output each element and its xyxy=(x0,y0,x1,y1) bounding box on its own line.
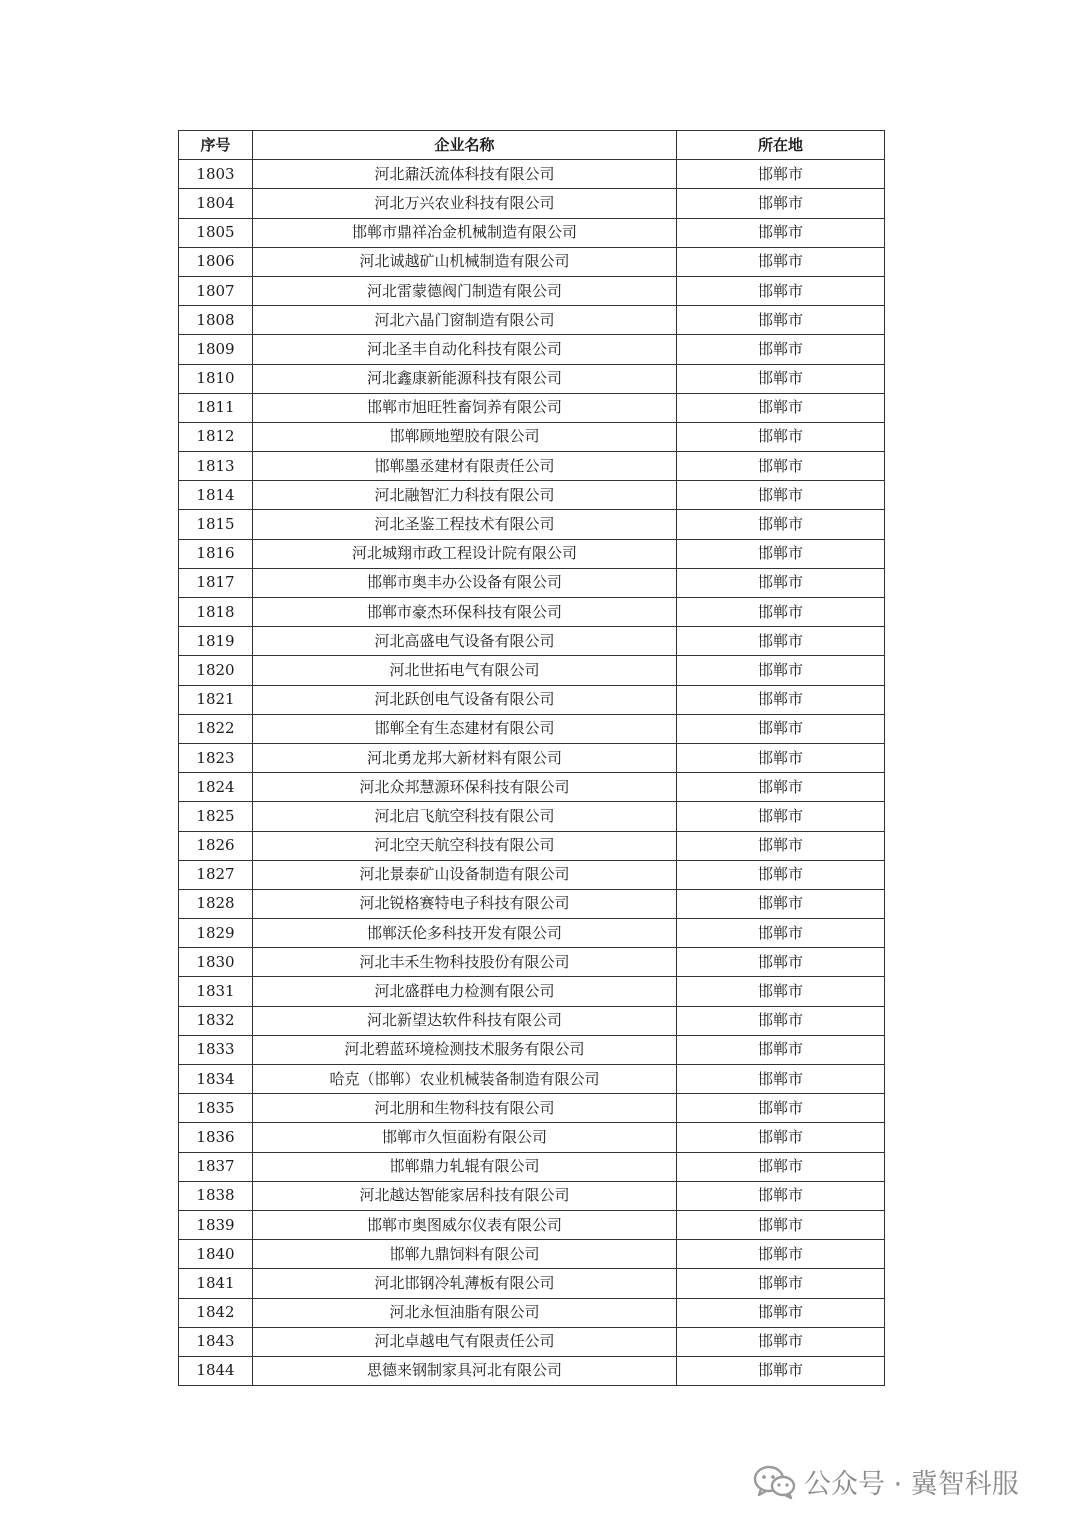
cell-location: 邯郸市 xyxy=(677,452,885,481)
table-header-row xyxy=(179,131,885,160)
cell-location: 邯郸市 xyxy=(677,598,885,627)
cell-location: 邯郸市 xyxy=(677,393,885,422)
header-company-name: 企业名称 xyxy=(253,131,677,160)
table-row xyxy=(179,627,885,656)
enterprise-table xyxy=(178,130,885,1386)
cell-location: 邯郸市 xyxy=(677,1065,885,1094)
table-row xyxy=(179,189,885,218)
cell-company-name: 河北圣鉴工程技术有限公司 xyxy=(253,510,677,539)
table-row xyxy=(179,919,885,948)
enterprise-table-container xyxy=(178,130,885,1386)
table-row xyxy=(179,306,885,335)
cell-company-name: 河北勇龙邦大新材料有限公司 xyxy=(253,743,677,772)
cell-location: 邯郸市 xyxy=(677,276,885,305)
table-row xyxy=(179,1356,885,1385)
table-row xyxy=(179,247,885,276)
cell-company-name: 邯郸市鼎祥冶金机械制造有限公司 xyxy=(253,218,677,247)
cell-location: 邯郸市 xyxy=(677,1269,885,1298)
cell-company-name: 河北六晶门窗制造有限公司 xyxy=(253,306,677,335)
cell-location: 邯郸市 xyxy=(677,422,885,451)
cell-serial-number: 1840 xyxy=(179,1240,253,1269)
table-row xyxy=(179,685,885,714)
table-row xyxy=(179,743,885,772)
cell-serial-number: 1839 xyxy=(179,1210,253,1239)
cell-location: 邯郸市 xyxy=(677,948,885,977)
cell-company-name: 邯郸顾地塑胶有限公司 xyxy=(253,422,677,451)
table-row xyxy=(179,539,885,568)
table-row xyxy=(179,977,885,1006)
cell-serial-number: 1824 xyxy=(179,773,253,802)
cell-location: 邯郸市 xyxy=(677,568,885,597)
cell-company-name: 河北众邦慧源环保科技有限公司 xyxy=(253,773,677,802)
cell-company-name: 邯郸市奥图威尔仪表有限公司 xyxy=(253,1210,677,1239)
watermark-text: 公众号 · 冀智科服 xyxy=(804,1469,1019,1500)
table-row xyxy=(179,335,885,364)
cell-location: 邯郸市 xyxy=(677,1327,885,1356)
cell-serial-number: 1823 xyxy=(179,743,253,772)
cell-serial-number: 1835 xyxy=(179,1094,253,1123)
cell-serial-number: 1815 xyxy=(179,510,253,539)
table-row xyxy=(179,1035,885,1064)
cell-location: 邯郸市 xyxy=(677,160,885,189)
cell-location: 邯郸市 xyxy=(677,627,885,656)
cell-serial-number: 1817 xyxy=(179,568,253,597)
cell-location: 邯郸市 xyxy=(677,1094,885,1123)
cell-company-name: 河北永恒油脂有限公司 xyxy=(253,1298,677,1327)
wechat-icon xyxy=(752,1464,796,1500)
table-row xyxy=(179,510,885,539)
cell-serial-number: 1805 xyxy=(179,218,253,247)
cell-serial-number: 1828 xyxy=(179,889,253,918)
cell-location: 邯郸市 xyxy=(677,1035,885,1064)
cell-company-name: 邯郸沃伦多科技开发有限公司 xyxy=(253,919,677,948)
table-row xyxy=(179,1094,885,1123)
cell-location: 邯郸市 xyxy=(677,539,885,568)
cell-company-name: 河北景泰矿山设备制造有限公司 xyxy=(253,860,677,889)
cell-serial-number: 1819 xyxy=(179,627,253,656)
cell-serial-number: 1838 xyxy=(179,1181,253,1210)
cell-location: 邯郸市 xyxy=(677,364,885,393)
cell-serial-number: 1816 xyxy=(179,539,253,568)
cell-company-name: 邯郸市奥丰办公设备有限公司 xyxy=(253,568,677,597)
cell-location: 邯郸市 xyxy=(677,685,885,714)
cell-serial-number: 1844 xyxy=(179,1356,253,1385)
cell-company-name: 思德来钢制家具河北有限公司 xyxy=(253,1356,677,1385)
cell-company-name: 邯郸鼎力轧辊有限公司 xyxy=(253,1152,677,1181)
table-row xyxy=(179,773,885,802)
table-row xyxy=(179,1181,885,1210)
cell-serial-number: 1820 xyxy=(179,656,253,685)
cell-company-name: 邯郸市久恒面粉有限公司 xyxy=(253,1123,677,1152)
cell-location: 邯郸市 xyxy=(677,802,885,831)
cell-serial-number: 1804 xyxy=(179,189,253,218)
table-row xyxy=(179,1298,885,1327)
cell-location: 邯郸市 xyxy=(677,1181,885,1210)
table-row xyxy=(179,364,885,393)
cell-serial-number: 1841 xyxy=(179,1269,253,1298)
cell-serial-number: 1813 xyxy=(179,452,253,481)
cell-serial-number: 1831 xyxy=(179,977,253,1006)
cell-company-name: 河北卓越电气有限责任公司 xyxy=(253,1327,677,1356)
cell-location: 邯郸市 xyxy=(677,714,885,743)
cell-company-name: 邯郸全有生态建材有限公司 xyxy=(253,714,677,743)
cell-location: 邯郸市 xyxy=(677,860,885,889)
cell-serial-number: 1843 xyxy=(179,1327,253,1356)
cell-company-name: 河北碧蓝环境检测技术服务有限公司 xyxy=(253,1035,677,1064)
cell-location: 邯郸市 xyxy=(677,189,885,218)
cell-location: 邯郸市 xyxy=(677,1298,885,1327)
cell-serial-number: 1825 xyxy=(179,802,253,831)
cell-company-name: 河北融智汇力科技有限公司 xyxy=(253,481,677,510)
cell-company-name: 河北跃创电气设备有限公司 xyxy=(253,685,677,714)
table-row xyxy=(179,1123,885,1152)
cell-company-name: 邯郸墨丞建材有限责任公司 xyxy=(253,452,677,481)
cell-company-name: 河北万兴农业科技有限公司 xyxy=(253,189,677,218)
cell-company-name: 河北锐格赛特电子科技有限公司 xyxy=(253,889,677,918)
cell-serial-number: 1842 xyxy=(179,1298,253,1327)
cell-location: 邯郸市 xyxy=(677,656,885,685)
table-row xyxy=(179,1006,885,1035)
cell-location: 邯郸市 xyxy=(677,218,885,247)
table-row xyxy=(179,1327,885,1356)
cell-company-name: 河北丰禾生物科技股份有限公司 xyxy=(253,948,677,977)
cell-serial-number: 1811 xyxy=(179,393,253,422)
cell-company-name: 河北启飞航空科技有限公司 xyxy=(253,802,677,831)
table-row xyxy=(179,802,885,831)
cell-company-name: 河北鼐沃流体科技有限公司 xyxy=(253,160,677,189)
cell-serial-number: 1829 xyxy=(179,919,253,948)
cell-location: 邯郸市 xyxy=(677,335,885,364)
cell-company-name: 河北高盛电气设备有限公司 xyxy=(253,627,677,656)
cell-serial-number: 1830 xyxy=(179,948,253,977)
cell-company-name: 河北世拓电气有限公司 xyxy=(253,656,677,685)
cell-location: 邯郸市 xyxy=(677,481,885,510)
cell-serial-number: 1818 xyxy=(179,598,253,627)
cell-company-name: 河北城翔市政工程设计院有限公司 xyxy=(253,539,677,568)
cell-serial-number: 1833 xyxy=(179,1035,253,1064)
cell-company-name: 河北诚越矿山机械制造有限公司 xyxy=(253,247,677,276)
cell-company-name: 河北盛群电力检测有限公司 xyxy=(253,977,677,1006)
table-row xyxy=(179,1240,885,1269)
cell-serial-number: 1808 xyxy=(179,306,253,335)
table-row xyxy=(179,889,885,918)
table-row xyxy=(179,714,885,743)
cell-company-name: 邯郸九鼎饲料有限公司 xyxy=(253,1240,677,1269)
cell-serial-number: 1827 xyxy=(179,860,253,889)
cell-company-name: 邯郸市豪杰环保科技有限公司 xyxy=(253,598,677,627)
cell-company-name: 河北朋和生物科技有限公司 xyxy=(253,1094,677,1123)
table-row xyxy=(179,393,885,422)
cell-location: 邯郸市 xyxy=(677,1210,885,1239)
table-row xyxy=(179,218,885,247)
header-serial-number: 序号 xyxy=(179,131,253,160)
cell-location: 邯郸市 xyxy=(677,1123,885,1152)
table-row xyxy=(179,1269,885,1298)
table-row xyxy=(179,452,885,481)
cell-location: 邯郸市 xyxy=(677,247,885,276)
cell-company-name: 河北新望达软件科技有限公司 xyxy=(253,1006,677,1035)
cell-location: 邯郸市 xyxy=(677,1006,885,1035)
cell-location: 邯郸市 xyxy=(677,831,885,860)
cell-company-name: 河北越达智能家居科技有限公司 xyxy=(253,1181,677,1210)
table-row xyxy=(179,860,885,889)
table-row xyxy=(179,656,885,685)
cell-location: 邯郸市 xyxy=(677,1240,885,1269)
cell-location: 邯郸市 xyxy=(677,773,885,802)
cell-location: 邯郸市 xyxy=(677,306,885,335)
cell-serial-number: 1834 xyxy=(179,1065,253,1094)
cell-location: 邯郸市 xyxy=(677,889,885,918)
table-body xyxy=(179,160,885,1386)
table-row xyxy=(179,1152,885,1181)
cell-serial-number: 1806 xyxy=(179,247,253,276)
cell-location: 邯郸市 xyxy=(677,510,885,539)
cell-serial-number: 1822 xyxy=(179,714,253,743)
cell-serial-number: 1814 xyxy=(179,481,253,510)
cell-company-name: 邯郸市旭旺牲畜饲养有限公司 xyxy=(253,393,677,422)
cell-company-name: 河北雷蒙德阀门制造有限公司 xyxy=(253,276,677,305)
cell-serial-number: 1832 xyxy=(179,1006,253,1035)
cell-location: 邯郸市 xyxy=(677,1356,885,1385)
table-row xyxy=(179,568,885,597)
table-row xyxy=(179,948,885,977)
table-row xyxy=(179,1210,885,1239)
table-row xyxy=(179,422,885,451)
cell-serial-number: 1837 xyxy=(179,1152,253,1181)
cell-serial-number: 1821 xyxy=(179,685,253,714)
table-row xyxy=(179,1065,885,1094)
cell-location: 邯郸市 xyxy=(677,977,885,1006)
wechat-account-watermark xyxy=(752,1462,1019,1501)
cell-location: 邯郸市 xyxy=(677,1152,885,1181)
table-row xyxy=(179,831,885,860)
table-row xyxy=(179,276,885,305)
cell-serial-number: 1826 xyxy=(179,831,253,860)
cell-serial-number: 1810 xyxy=(179,364,253,393)
cell-serial-number: 1836 xyxy=(179,1123,253,1152)
table-row xyxy=(179,160,885,189)
cell-serial-number: 1809 xyxy=(179,335,253,364)
cell-company-name: 河北空天航空科技有限公司 xyxy=(253,831,677,860)
cell-company-name: 河北鑫康新能源科技有限公司 xyxy=(253,364,677,393)
cell-serial-number: 1803 xyxy=(179,160,253,189)
header-location: 所在地 xyxy=(677,131,885,160)
table-row xyxy=(179,481,885,510)
cell-serial-number: 1807 xyxy=(179,276,253,305)
cell-company-name: 哈克（邯郸）农业机械装备制造有限公司 xyxy=(253,1065,677,1094)
table-row xyxy=(179,598,885,627)
cell-company-name: 河北邯钢冷轧薄板有限公司 xyxy=(253,1269,677,1298)
cell-location: 邯郸市 xyxy=(677,919,885,948)
cell-location: 邯郸市 xyxy=(677,743,885,772)
cell-company-name: 河北圣丰自动化科技有限公司 xyxy=(253,335,677,364)
cell-serial-number: 1812 xyxy=(179,422,253,451)
